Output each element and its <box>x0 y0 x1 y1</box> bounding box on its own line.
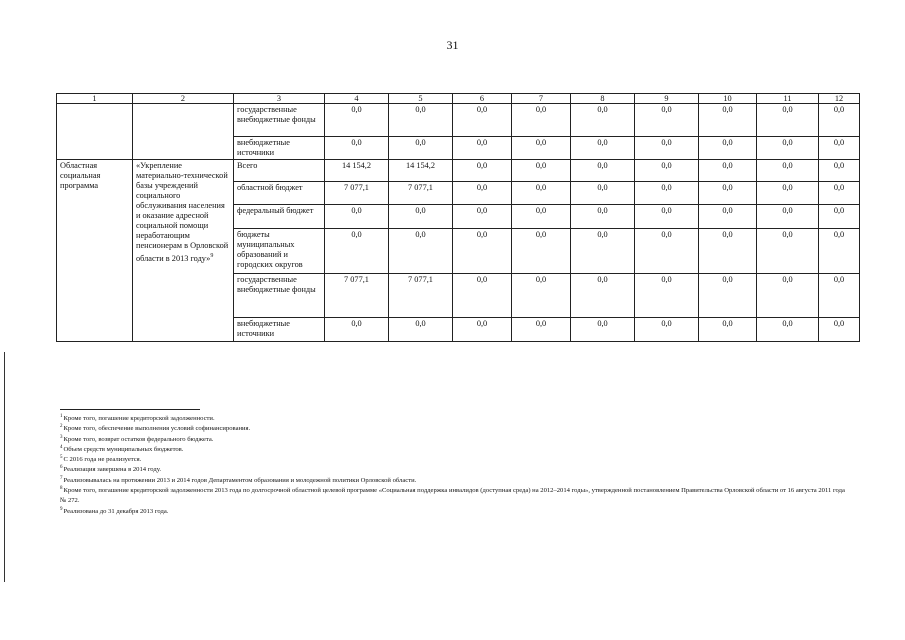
footnote <box>60 507 850 517</box>
funding-source: Всего <box>234 160 325 182</box>
footnote-number: 8 <box>60 486 63 492</box>
value-cell: 14 154,2 <box>325 160 389 182</box>
footnote <box>60 476 850 486</box>
footnote-text: С 2016 года не реализуется. <box>63 456 142 464</box>
funding-source: государственные внебюджетные фонды <box>234 274 325 318</box>
value-cell: 0,0 <box>571 318 635 342</box>
value-cell: 0,0 <box>512 137 571 160</box>
margin-rule <box>4 352 5 582</box>
value-cell: 0,0 <box>699 274 757 318</box>
funding-source: федеральный бюджет <box>234 205 325 229</box>
value-cell: 0,0 <box>635 160 699 182</box>
value-cell: 0,0 <box>757 205 819 229</box>
footnote-number: 3 <box>60 434 63 440</box>
value-cell: 7 077,1 <box>325 182 389 205</box>
value-cell: 0,0 <box>325 104 389 137</box>
value-cell: 0,0 <box>757 229 819 274</box>
value-cell: 0,0 <box>512 182 571 205</box>
value-cell: 7 077,1 <box>389 182 453 205</box>
footnote-text: Кроме того, обеспечение выполнения условий софинансирования. <box>63 425 251 433</box>
value-cell: 0,0 <box>819 104 860 137</box>
value-cell: 0,0 <box>819 205 860 229</box>
footnote <box>60 414 850 424</box>
program-title: «Укрепление материально-технической базы учреждений социального обслуживания населения и оказание адресной социальной помощи неработающим пенсионерам в Орловской области в 2013 году» <box>136 161 229 263</box>
value-cell: 0,0 <box>512 318 571 342</box>
column-header: 9 <box>635 94 699 104</box>
value-cell: 0,0 <box>757 104 819 137</box>
value-cell: 0,0 <box>453 205 512 229</box>
footnote-text: Объем средств муниципальных бюджетов. <box>63 445 184 453</box>
footnotes <box>60 409 850 517</box>
value-cell: 0,0 <box>325 205 389 229</box>
value-cell: 0,0 <box>571 229 635 274</box>
value-cell: 0,0 <box>699 229 757 274</box>
column-header: 5 <box>389 94 453 104</box>
value-cell: 0,0 <box>571 137 635 160</box>
column-header: 6 <box>453 94 512 104</box>
table-row <box>57 160 860 182</box>
value-cell: 0,0 <box>819 318 860 342</box>
value-cell: 0,0 <box>699 104 757 137</box>
footnote-separator <box>60 409 200 410</box>
value-cell: 0,0 <box>325 229 389 274</box>
value-cell: 0,0 <box>512 160 571 182</box>
value-cell: 7 077,1 <box>389 274 453 318</box>
value-cell: 0,0 <box>699 160 757 182</box>
footnote <box>60 486 850 507</box>
value-cell: 0,0 <box>819 160 860 182</box>
value-cell: 0,0 <box>389 205 453 229</box>
value-cell: 0,0 <box>389 318 453 342</box>
footnote <box>60 424 850 434</box>
column-header: 4 <box>325 94 389 104</box>
funding-source: внебюджетные источники <box>234 137 325 160</box>
program-title-footnote-ref: 9 <box>210 253 214 259</box>
value-cell: 0,0 <box>635 182 699 205</box>
value-cell: 0,0 <box>819 137 860 160</box>
footnote-number: 2 <box>60 424 63 430</box>
column-header: 12 <box>819 94 860 104</box>
value-cell: 0,0 <box>512 205 571 229</box>
program-type: Областная социальная программа <box>57 160 133 342</box>
value-cell: 0,0 <box>819 274 860 318</box>
funding-source: внебюджетные источники <box>234 318 325 342</box>
value-cell: 0,0 <box>453 137 512 160</box>
footnote-number: 1 <box>60 414 63 419</box>
funding-source: бюджеты муниципальных образований и городских округов <box>234 229 325 274</box>
value-cell: 0,0 <box>699 318 757 342</box>
value-cell: 0,0 <box>571 274 635 318</box>
column-header: 10 <box>699 94 757 104</box>
value-cell: 0,0 <box>453 274 512 318</box>
footnote-number: 7 <box>60 475 63 481</box>
table-row <box>57 104 860 137</box>
footnote-text: Кроме того, погашение кредиторской задолженности 2013 года по долгосрочной областной целевой программе «Социальная поддержка инвалидов (доступная среда) на 2012–2014 годы», утвержденной постановлением Правительства Орловской области от 16 августа 2011 года № 272. <box>60 487 845 505</box>
empty-cell <box>133 104 234 160</box>
value-cell: 0,0 <box>453 104 512 137</box>
value-cell: 0,0 <box>571 205 635 229</box>
page-number: 31 <box>446 38 459 52</box>
funding-source: областной бюджет <box>234 182 325 205</box>
value-cell: 0,0 <box>325 137 389 160</box>
value-cell: 0,0 <box>635 274 699 318</box>
column-header: 11 <box>757 94 819 104</box>
budget-table <box>56 93 860 342</box>
footnote-number: 4 <box>60 444 63 450</box>
footnote <box>60 435 850 445</box>
table-header-row <box>57 94 860 104</box>
value-cell: 0,0 <box>757 182 819 205</box>
value-cell: 0,0 <box>453 229 512 274</box>
column-header: 7 <box>512 94 571 104</box>
value-cell: 14 154,2 <box>389 160 453 182</box>
value-cell: 0,0 <box>512 274 571 318</box>
footnote-text: Кроме того, погашение кредиторской задолженности. <box>63 415 215 422</box>
value-cell: 0,0 <box>699 182 757 205</box>
value-cell: 0,0 <box>512 104 571 137</box>
value-cell: 0,0 <box>453 160 512 182</box>
value-cell: 0,0 <box>819 182 860 205</box>
value-cell: 0,0 <box>571 104 635 137</box>
value-cell: 0,0 <box>453 318 512 342</box>
column-header: 8 <box>571 94 635 104</box>
value-cell: 0,0 <box>571 182 635 205</box>
value-cell: 7 077,1 <box>325 274 389 318</box>
footnote-text: Кроме того, возврат остатков федерального бюджета. <box>63 435 214 443</box>
footnote-number: 9 <box>60 506 63 512</box>
value-cell: 0,0 <box>635 205 699 229</box>
value-cell: 0,0 <box>389 137 453 160</box>
footnote-text: Реализована до 31 декабря 2013 года. <box>63 507 169 515</box>
program-title-cell <box>133 160 234 342</box>
value-cell: 0,0 <box>389 229 453 274</box>
funding-source: государственные внебюджетные фонды <box>234 104 325 137</box>
footnote-text: Реализация завершена в 2014 году. <box>63 466 161 474</box>
footnote-text: Реализовывалась на протяжении 2013 и 2014 годов Департаментом образования и молодежной политики Орловской области. <box>63 476 417 484</box>
footnote <box>60 445 850 455</box>
footnote <box>60 455 850 465</box>
value-cell: 0,0 <box>699 205 757 229</box>
empty-cell <box>57 104 133 160</box>
footnote <box>60 465 850 475</box>
footnote-number: 5 <box>60 455 63 461</box>
value-cell: 0,0 <box>757 274 819 318</box>
value-cell: 0,0 <box>512 229 571 274</box>
value-cell: 0,0 <box>757 318 819 342</box>
value-cell: 0,0 <box>635 137 699 160</box>
value-cell: 0,0 <box>453 182 512 205</box>
value-cell: 0,0 <box>635 229 699 274</box>
value-cell: 0,0 <box>635 104 699 137</box>
column-header: 3 <box>234 94 325 104</box>
value-cell: 0,0 <box>325 318 389 342</box>
column-header: 1 <box>57 94 133 104</box>
value-cell: 0,0 <box>757 137 819 160</box>
value-cell: 0,0 <box>571 160 635 182</box>
column-header: 2 <box>133 94 234 104</box>
value-cell: 0,0 <box>389 104 453 137</box>
value-cell: 0,0 <box>819 229 860 274</box>
value-cell: 0,0 <box>757 160 819 182</box>
value-cell: 0,0 <box>635 318 699 342</box>
value-cell: 0,0 <box>699 137 757 160</box>
footnote-number: 6 <box>60 465 63 471</box>
